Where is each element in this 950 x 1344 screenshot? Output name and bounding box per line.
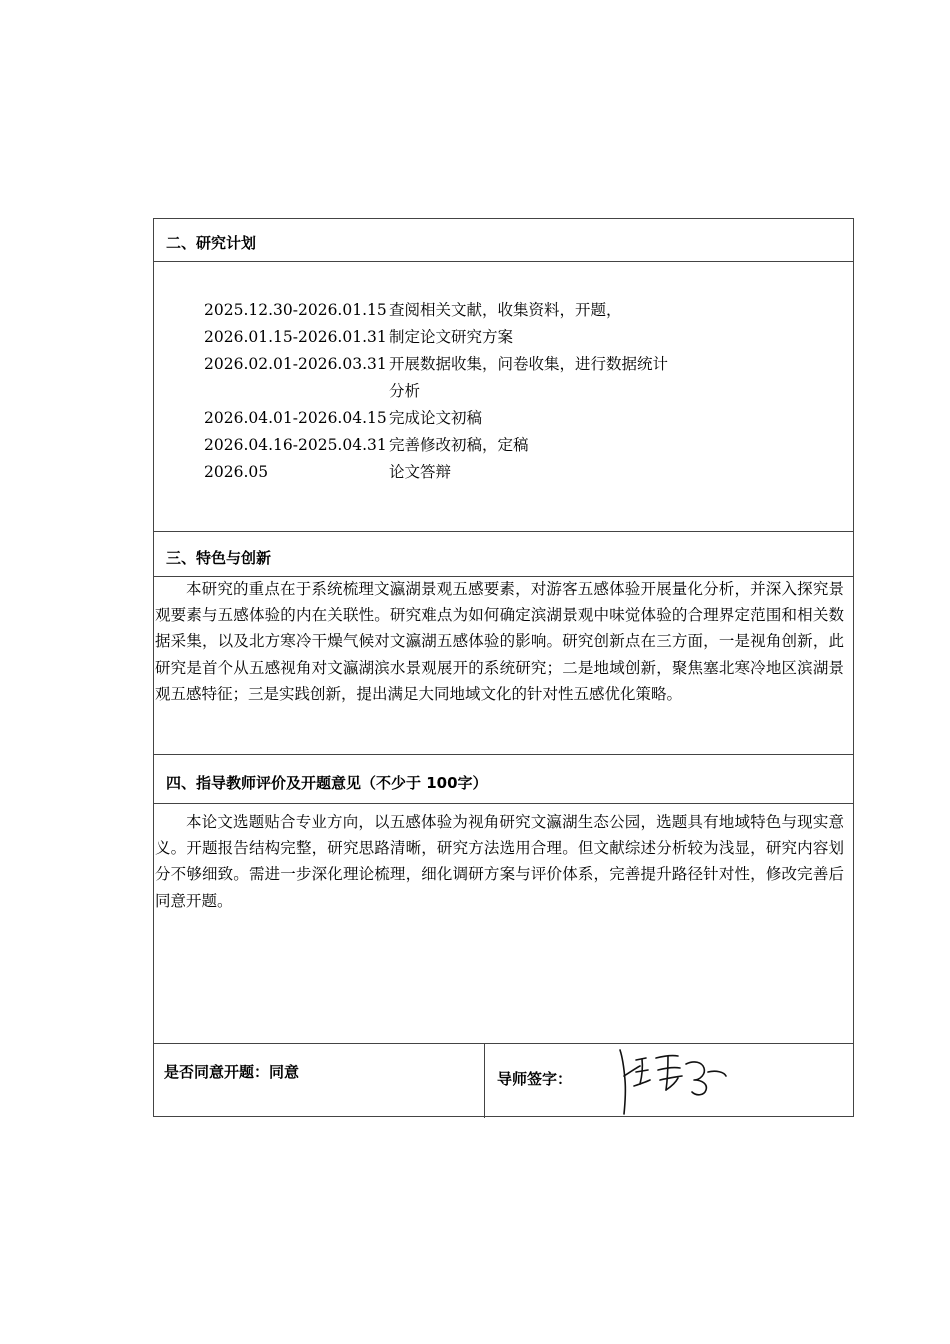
plan-task: 查阅相关文献，收集资料，开题， <box>389 301 622 319</box>
plan-task: 完善修改初稿，定稿 <box>389 436 529 454</box>
plan-task: 开展数据收集，问卷收集，进行数据统计分析 <box>389 355 669 400</box>
plan-date: 2026.01.15-2026.01.31 <box>204 328 387 346</box>
section-4-title: 四、指导教师评价及开题意见（不少于 100字） <box>166 774 488 792</box>
research-plan-list <box>204 297 681 486</box>
section-2-title: 二、研究计划 <box>166 234 257 252</box>
plan-task: 制定论文研究方案 <box>389 328 514 346</box>
proposal-form-table <box>153 218 854 1117</box>
plan-row <box>204 297 681 324</box>
plan-row <box>204 351 681 405</box>
divider <box>154 754 853 755</box>
plan-row <box>204 459 681 486</box>
plan-date: 2026.04.16-2025.04.31 <box>204 436 387 454</box>
advisor-signature-label: 导师签字： <box>497 1070 573 1088</box>
plan-date: 2025.12.30-2026.01.15 <box>204 301 387 319</box>
divider <box>154 1043 853 1044</box>
advisor-comment-text: 本论文选题贴合专业方向，以五感体验为视角研究文瀛湖生态公园，选题具有地域特色与现实意义。开题报告结构完整，研究思路清晰，研究方法选用合理。但文献综述分析较为浅显，研究内容划分不够细致。需进一步深化理论梳理，细化调研方案与评价体系，完善提升路径针对性，修改完善后同意开题。 <box>155 813 844 910</box>
plan-row <box>204 432 681 459</box>
divider <box>154 531 853 532</box>
divider <box>154 261 853 262</box>
handwritten-signature <box>616 1046 752 1118</box>
plan-task: 论文答辩 <box>389 463 452 481</box>
plan-task: 完成论文初稿 <box>389 409 483 427</box>
plan-row <box>204 405 681 432</box>
divider <box>484 1043 485 1118</box>
plan-row <box>204 324 681 351</box>
plan-date: 2026.04.01-2026.04.15 <box>204 409 387 427</box>
divider <box>154 803 853 804</box>
approval-label: 是否同意开题：同意 <box>164 1063 300 1081</box>
plan-date: 2026.05 <box>204 463 269 481</box>
section-3-title: 三、特色与创新 <box>166 549 272 567</box>
features-innovation-text: 本研究的重点在于系统梳理文瀛湖景观五感要素，对游客五感体验开展量化分析，并深入探究景观要素与五感体验的内在关联性。研究难点为如何确定滨湖景观中味觉体验的合理界定范围和相关数据采集，以及北方寒冷干燥气候对文瀛湖五感体验的影响。研究创新点在三方面，一是视角创新，此研究是首个从五感视角对文瀛湖滨水景观展开的系统研究；二是地域创新，聚焦塞北寒冷地区滨湖景观五感特征；三是实践创新，提出满足大同地域文化的针对性五感优化策略。 <box>155 580 844 703</box>
plan-date: 2026.02.01-2026.03.31 <box>204 355 387 373</box>
